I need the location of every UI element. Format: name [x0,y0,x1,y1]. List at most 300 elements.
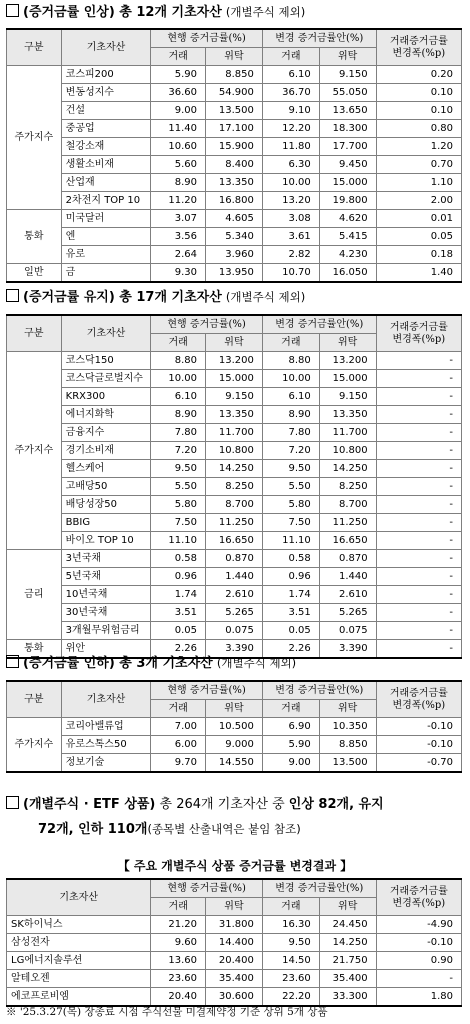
rate-value: 20.400 [206,952,263,970]
rate-value: 2.26 [151,640,206,659]
rate-value: 4.620 [319,210,376,228]
rate-value: 8.400 [206,156,263,174]
rate-value: 36.60 [151,84,206,102]
asset-name: 경기소비재 [61,442,151,460]
change-value: 2.00 [376,192,461,210]
asset-name: 코스피200 [61,66,151,84]
rate-value: 54.900 [206,84,263,102]
change-value: - [376,496,461,514]
rate-value: 4.605 [206,210,263,228]
asset-name: 삼성전자 [7,934,151,952]
rate-value: 9.150 [206,388,263,406]
asset-name: BBIG [61,514,151,532]
change-value: - [376,424,461,442]
change-value: - [376,388,461,406]
checkbox-square-icon [6,796,19,809]
asset-name: 코리아밸류업 [61,718,151,736]
header-trade: 거래 [262,48,319,66]
asset-name: 건설 [61,102,151,120]
rate-value: 8.80 [262,352,319,370]
asset-name: 고배당50 [61,478,151,496]
rate-value: 20.40 [151,988,206,1007]
rate-value: 2.64 [151,246,206,264]
rate-value: 16.650 [319,532,376,550]
asset-name: 10년국채 [61,586,151,604]
rate-value: 3.07 [151,210,206,228]
table-row [7,352,462,370]
rate-value: 3.08 [262,210,319,228]
change-value: - [376,604,461,622]
header-group: 구분 [7,29,62,66]
rate-value: 23.60 [151,970,206,988]
rate-value: 3.390 [206,640,263,659]
header-maint: 위탁 [206,898,263,916]
rate-value: 11.10 [262,532,319,550]
rate-value: 11.10 [151,532,206,550]
stocks-subheading: 【 주요 개별주식 상품 증거금률 변경결과 】 [117,859,353,873]
rate-value: 13.650 [319,102,376,120]
rate-value: 3.51 [151,604,206,622]
table-row [7,174,462,192]
group-label: 주가지수 [7,352,62,550]
rate-value: 8.90 [151,406,206,424]
rate-value: 24.450 [319,916,376,934]
asset-name: 유로 [61,246,151,264]
rate-value: 9.150 [319,66,376,84]
rate-value: 2.26 [262,640,319,659]
table-row [7,66,462,84]
rate-value: 10.70 [262,264,319,283]
change-value: 0.80 [376,120,461,138]
asset-name: 금융지수 [61,424,151,442]
asset-name: 알테오젠 [7,970,151,988]
rate-value: 16.050 [319,264,376,283]
rate-value: 16.30 [262,916,319,934]
table-row [7,228,462,246]
table-row [7,736,462,754]
rate-value: 16.800 [206,192,263,210]
change-value: - [376,370,461,388]
rate-value: 8.80 [151,352,206,370]
header-trade: 거래 [151,898,206,916]
change-value: - [376,970,461,988]
header-new-rate: 변경 증거금률안(%) [262,879,376,898]
rate-value: 5.265 [319,604,376,622]
rate-value: 6.10 [151,388,206,406]
rate-value: 8.850 [206,66,263,84]
section-title-maintain: (증거금률 유지) 총 17개 기초자산 (개별주식 제외) [6,288,305,307]
asset-name: 바이오 TOP 10 [61,532,151,550]
table-row [7,970,462,988]
header-current-rate: 현행 증거금률(%) [151,315,263,334]
rate-value: 9.450 [319,156,376,174]
rate-value: 5.50 [151,478,206,496]
rate-value: 3.56 [151,228,206,246]
rate-value: 9.00 [262,754,319,773]
header-change-line2: 변경폭(%p) [392,897,446,909]
rate-value: 0.870 [206,550,263,568]
rate-value: 19.800 [319,192,376,210]
table-row [7,210,462,228]
rate-value: 14.250 [319,934,376,952]
rate-value: 11.80 [262,138,319,156]
change-value: - [376,640,461,659]
change-value: 0.90 [376,952,461,970]
header-maint: 위탁 [206,48,263,66]
header-change [376,315,461,352]
rate-value: 11.250 [319,514,376,532]
header-change-line2: 변경폭(%p) [392,699,446,711]
stocks-table [6,878,462,1007]
rate-value: 1.74 [151,586,206,604]
rate-value: 15.900 [206,138,263,156]
change-value: - [376,622,461,640]
rate-value: 9.00 [151,102,206,120]
header-change-line1: 거래증거금률 [389,35,448,47]
group-label: 통화 [7,210,62,264]
asset-name: 중공업 [61,120,151,138]
rate-value: 0.58 [151,550,206,568]
group-label: 주가지수 [7,718,62,773]
rate-value: 9.000 [206,736,263,754]
rate-value: 0.05 [151,622,206,640]
table-row [7,754,462,773]
rate-value: 16.650 [206,532,263,550]
rate-value: 10.00 [151,370,206,388]
rate-value: 30.600 [206,988,263,1007]
rate-value: 9.30 [151,264,206,283]
rate-value: 12.20 [262,120,319,138]
header-change [376,681,461,718]
rate-value: 13.950 [206,264,263,283]
change-value: -0.70 [376,754,461,773]
table-row [7,604,462,622]
rate-value: 5.60 [151,156,206,174]
rate-value: 22.20 [262,988,319,1007]
rate-value: 13.20 [262,192,319,210]
footnote: ※ '25.3.27(목) 장종료 시점 주식선물 미결제약정 기준 상위 5개 상품 [6,1006,328,1018]
asset-name: 2차전지 TOP 10 [61,192,151,210]
rate-value: 3.390 [319,640,376,659]
asset-name: 3년국채 [61,550,151,568]
rate-value: 15.000 [319,370,376,388]
rate-value: 3.960 [206,246,263,264]
header-new-rate: 변경 증거금률안(%) [262,315,376,334]
rate-value: 2.610 [206,586,263,604]
rate-value: 11.700 [206,424,263,442]
rate-value: 10.800 [319,442,376,460]
table-row [7,192,462,210]
rate-value: 3.61 [262,228,319,246]
asset-name: 30년국채 [61,604,151,622]
rate-value: 15.000 [206,370,263,388]
rate-value: 7.50 [151,514,206,532]
change-value: 1.80 [376,988,461,1007]
rate-value: 5.90 [262,736,319,754]
checkbox-square-icon [6,655,19,668]
table-row [7,496,462,514]
asset-name: 헬스케어 [61,460,151,478]
table-row [7,264,462,283]
rate-value: 5.90 [151,66,206,84]
rate-value: 8.250 [206,478,263,496]
rate-value: 6.10 [262,66,319,84]
section-title-increase: (증거금률 인상) 총 12개 기초자산 (개별주식 제외) [6,3,305,22]
rate-value: 36.70 [262,84,319,102]
rate-value: 9.50 [262,460,319,478]
header-trade: 거래 [262,334,319,352]
header-row [7,315,462,334]
change-value: 0.70 [376,156,461,174]
table-row [7,532,462,550]
header-change [376,879,461,916]
rate-value: 7.80 [151,424,206,442]
maintain-table [6,314,462,659]
header-new-rate: 변경 증거금률안(%) [262,29,376,48]
change-value: - [376,568,461,586]
asset-name: SK하이닉스 [7,916,151,934]
change-value: -0.10 [376,718,461,736]
header-asset: 기초자산 [61,681,151,718]
header-asset: 기초자산 [61,29,151,66]
rate-value: 18.300 [319,120,376,138]
group-label: 주가지수 [7,66,62,210]
header-row [7,879,462,898]
table-row [7,568,462,586]
rate-value: 35.400 [206,970,263,988]
rate-value: 9.70 [151,754,206,773]
rate-value: 23.60 [262,970,319,988]
asset-name: LG에너지솔루션 [7,952,151,970]
asset-name: 철강소재 [61,138,151,156]
change-value: 0.10 [376,84,461,102]
rate-value: 5.80 [262,496,319,514]
asset-name: 금 [61,264,151,283]
change-value: - [376,586,461,604]
change-value: -0.10 [376,736,461,754]
rate-value: 21.750 [319,952,376,970]
table-row [7,424,462,442]
change-value: 1.10 [376,174,461,192]
rate-value: 10.60 [151,138,206,156]
rate-value: 13.350 [206,406,263,424]
rate-value: 0.96 [151,568,206,586]
table-row [7,120,462,138]
rate-value: 14.400 [206,934,263,952]
rate-value: 13.60 [151,952,206,970]
rate-value: 6.00 [151,736,206,754]
rate-value: 7.50 [262,514,319,532]
change-value: - [376,532,461,550]
change-value: 0.20 [376,66,461,84]
rate-value: 13.350 [206,174,263,192]
checkbox-square-icon [6,4,19,17]
table-row [7,934,462,952]
table-row [7,442,462,460]
change-value: - [376,514,461,532]
change-value: 0.18 [376,246,461,264]
change-value: -4.90 [376,916,461,934]
asset-name: 산업재 [61,174,151,192]
rate-value: 3.51 [262,604,319,622]
rate-value: 33.300 [319,988,376,1007]
table-row [7,138,462,156]
rate-value: 1.440 [319,568,376,586]
section-title-stocks-line2: 72개, 인하 110개(종목별 산출내역은 붙임 참조) [38,822,301,837]
header-change-line2: 변경폭(%p) [392,333,446,345]
rate-value: 11.40 [151,120,206,138]
rate-value: 13.500 [319,754,376,773]
rate-value: 2.82 [262,246,319,264]
rate-value: 10.500 [206,718,263,736]
change-value: 0.05 [376,228,461,246]
header-asset: 기초자산 [7,879,151,916]
header-group: 구분 [7,315,62,352]
rate-value: 13.200 [319,352,376,370]
asset-name: 배당성장50 [61,496,151,514]
change-value: 0.01 [376,210,461,228]
header-current-rate: 현행 증거금률(%) [151,681,263,700]
rate-value: 14.250 [206,460,263,478]
table-row [7,916,462,934]
group-label: 일반 [7,264,62,283]
header-asset: 기초자산 [61,315,151,352]
rate-value: 0.58 [262,550,319,568]
asset-name: 정보기술 [61,754,151,773]
table-row [7,718,462,736]
rate-value: 6.90 [262,718,319,736]
asset-name: 코스닥글로벌지수 [61,370,151,388]
asset-name: 위안 [61,640,151,659]
table-row [7,370,462,388]
rate-value: 10.350 [319,718,376,736]
rate-value: 31.800 [206,916,263,934]
asset-name: 5년국채 [61,568,151,586]
checkbox-square-icon [6,289,19,302]
asset-name: 에너지화학 [61,406,151,424]
change-value: - [376,550,461,568]
rate-value: 0.870 [319,550,376,568]
rate-value: 15.000 [319,174,376,192]
header-change-line1: 거래증거금률 [389,687,448,699]
asset-name: KRX300 [61,388,151,406]
rate-value: 8.90 [151,174,206,192]
rate-value: 9.60 [151,934,206,952]
asset-name: 변동성지수 [61,84,151,102]
asset-name: 생활소비재 [61,156,151,174]
table-row [7,478,462,496]
header-row [7,681,462,700]
header-change-line1: 거래증거금률 [389,321,448,333]
decrease-table [6,680,462,773]
section-title-decrease: (증거금률 인하) 총 3개 기초자산 (개별주식 제외) [6,654,296,673]
table-row [7,622,462,640]
asset-name: 3개월무위험금리 [61,622,151,640]
rate-value: 9.10 [262,102,319,120]
header-maint: 위탁 [206,700,263,718]
header-current-rate: 현행 증거금률(%) [151,879,263,898]
table-row [7,406,462,424]
rate-value: 5.50 [262,478,319,496]
rate-value: 5.340 [206,228,263,246]
rate-value: 0.075 [206,622,263,640]
change-value: 0.10 [376,102,461,120]
rate-value: 6.30 [262,156,319,174]
rate-value: 35.400 [319,970,376,988]
header-change [376,29,461,66]
section-title-stocks: (개별주식 · ETF 상품) 총 264개 기초자산 중 인상 82개, 유지 [6,796,384,814]
rate-value: 17.700 [319,138,376,156]
header-current-rate: 현행 증거금률(%) [151,29,263,48]
change-value: - [376,460,461,478]
rate-value: 7.80 [262,424,319,442]
change-value: - [376,352,461,370]
table-row [7,102,462,120]
change-value: -0.10 [376,934,461,952]
rate-value: 55.050 [319,84,376,102]
rate-value: 4.230 [319,246,376,264]
rate-value: 1.74 [262,586,319,604]
table-row [7,952,462,970]
header-change-line2: 변경폭(%p) [392,47,446,59]
rate-value: 13.200 [206,352,263,370]
table-row [7,246,462,264]
asset-name: 코스닥150 [61,352,151,370]
table-row [7,156,462,174]
header-row [7,29,462,48]
group-label: 통화 [7,640,62,659]
table-row [7,460,462,478]
increase-table [6,28,462,283]
header-maint: 위탁 [319,334,376,352]
header-group: 구분 [7,681,62,718]
rate-value: 6.10 [262,388,319,406]
table-row [7,84,462,102]
rate-value: 8.250 [319,478,376,496]
change-value: 1.20 [376,138,461,156]
rate-value: 9.150 [319,388,376,406]
header-new-rate: 변경 증거금률안(%) [262,681,376,700]
table-row [7,514,462,532]
header-trade: 거래 [262,898,319,916]
rate-value: 1.440 [206,568,263,586]
rate-value: 0.05 [262,622,319,640]
rate-value: 0.075 [319,622,376,640]
header-maint: 위탁 [206,334,263,352]
rate-value: 2.610 [319,586,376,604]
header-trade: 거래 [151,700,206,718]
rate-value: 7.20 [151,442,206,460]
rate-value: 8.850 [319,736,376,754]
rate-value: 7.20 [262,442,319,460]
rate-value: 9.50 [151,460,206,478]
asset-name: 유로스톡스50 [61,736,151,754]
rate-value: 17.100 [206,120,263,138]
header-trade: 거래 [151,48,206,66]
rate-value: 5.80 [151,496,206,514]
rate-value: 21.20 [151,916,206,934]
rate-value: 10.00 [262,174,319,192]
rate-value: 14.250 [319,460,376,478]
rate-value: 8.700 [319,496,376,514]
rate-value: 0.96 [262,568,319,586]
table-row [7,550,462,568]
header-trade: 거래 [151,334,206,352]
rate-value: 5.265 [206,604,263,622]
rate-value: 14.550 [206,754,263,773]
header-maint: 위탁 [319,898,376,916]
rate-value: 13.500 [206,102,263,120]
